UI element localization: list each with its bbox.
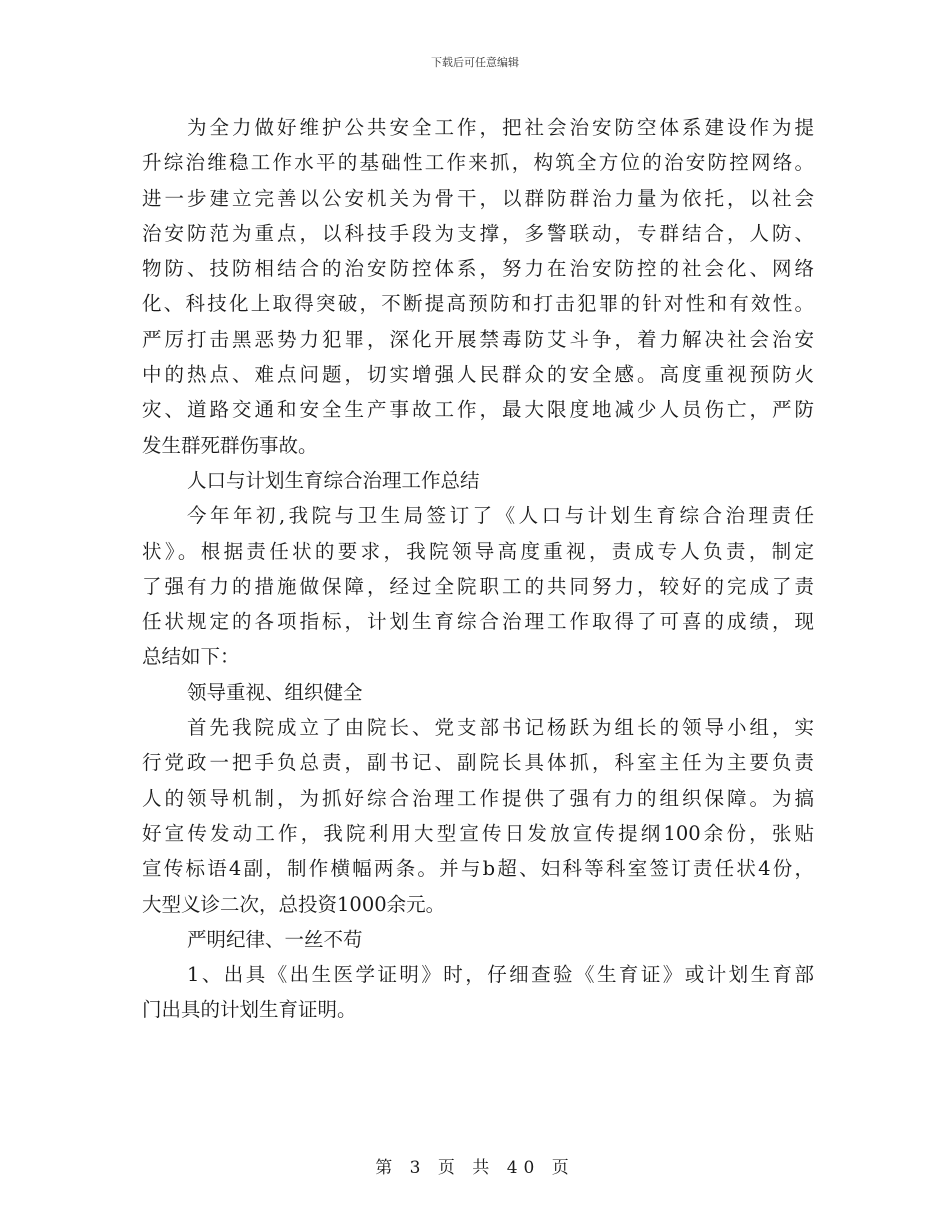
page-number: 第 3 页 共 40 页 (375, 1158, 575, 1178)
text-line: 今年年初,我院与卫生局签订了《人口与计划生育综合治理责任 (187, 504, 814, 528)
text-line: 中的热点、难点问题，切实增强人民群众的安全感。高度重视预防火 (142, 363, 814, 387)
text-line: 行党政一把手负总责，副书记、副院长具体抓，科室主任为主要负责 (142, 751, 814, 775)
text-line: 为全力做好维护公共安全工作，把社会治安防空体系建设作为提 (187, 116, 814, 139)
text-line: 总结如下： (142, 645, 240, 669)
text-line: 大型义诊二次，总投资1000余元。 (142, 892, 446, 916)
header-note: 下载后可任意编辑 (431, 56, 519, 69)
text-line: 门出具的计划生育证明。 (142, 998, 357, 1022)
text-line: 发生群死群伤事故。 (142, 433, 318, 457)
text-line: 灾、道路交通和安全生产事故工作，最大限度地减少人员伤亡，严防 (142, 398, 814, 422)
text-line: 严明纪律、一丝不苟 (187, 927, 363, 951)
text-line: 人口与计划生育综合治理工作总结 (187, 468, 480, 492)
text-line: 领导重视、组织健全 (187, 680, 363, 704)
text-line: 首先我院成立了由院长、党支部书记杨跃为组长的领导小组，实 (187, 716, 814, 740)
text-line: 严厉打击黑恶势力犯罪，深化开展禁毒防艾斗争，着力解决社会治安 (142, 327, 814, 351)
text-line: 宣传标语4副，制作横幅两条。并与b超、妇科等科室签订责任状4份， (142, 857, 814, 881)
body-text (142, 110, 814, 1028)
text-line: 人的领导机制，为抓好综合治理工作提供了强有力的组织保障。为搞 (142, 786, 814, 810)
text-line: 升综治维稳工作水平的基础性工作来抓，构筑全方位的治安防控网络。 (142, 151, 814, 175)
text-line: 任状规定的各项指标，计划生育综合治理工作取得了可喜的成绩，现 (142, 610, 814, 634)
text-line: 1、出具《出生医学证明》时，仔细查验《生育证》或计划生育部 (187, 963, 814, 987)
text-line: 好宣传发动工作，我院利用大型宣传日发放宣传提纲100余份，张贴 (142, 821, 814, 845)
text-line: 化、科技化上取得突破，不断提高预防和打击犯罪的针对性和有效性。 (142, 292, 814, 316)
text-line: 治安防范为重点，以科技手段为支撑，多警联动，专群结合，人防、 (142, 221, 814, 245)
text-line: 物防、技防相结合的治安防控体系，努力在治安防控的社会化、网络 (142, 257, 814, 281)
text-line: 了强有力的措施做保障，经过全院职工的共同努力，较好的完成了责 (142, 574, 814, 598)
text-line: 进一步建立完善以公安机关为骨干，以群防群治力量为依托，以社会 (142, 186, 814, 210)
text-line: 状》。根据责任状的要求，我院领导高度重视，责成专人负责，制定 (142, 539, 814, 563)
